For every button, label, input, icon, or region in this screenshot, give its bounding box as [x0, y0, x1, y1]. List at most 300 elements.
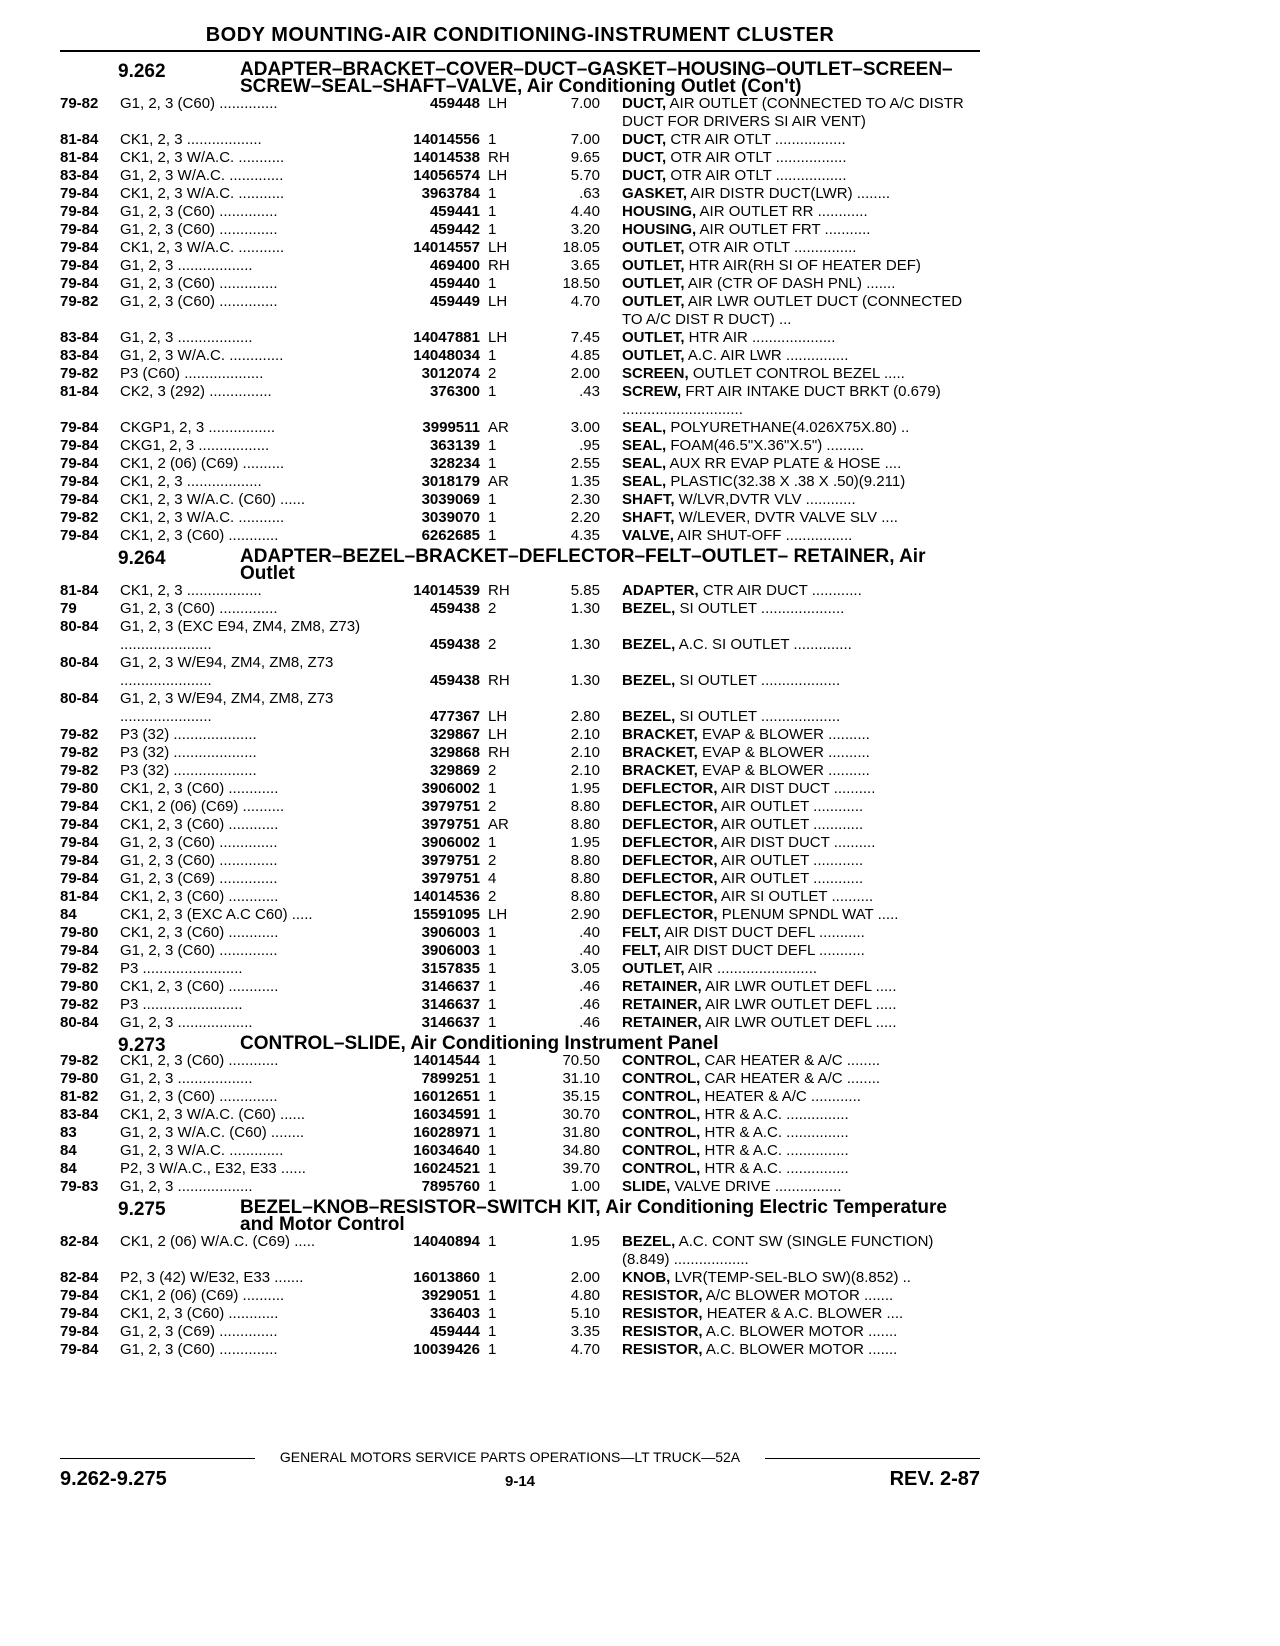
price: 2.00: [570, 1269, 600, 1286]
part-number: 376300: [429, 383, 480, 400]
section-heading: [60, 1033, 980, 1056]
model-years: 83-84: [60, 167, 99, 184]
part-description-text: EVAP & BLOWER ..........: [702, 762, 870, 779]
catalog-content: [60, 58, 980, 1359]
price: 35.15: [562, 1088, 600, 1105]
part-name: BRACKET,: [622, 726, 698, 743]
part-description: [622, 293, 978, 329]
quantity: 1: [488, 347, 497, 364]
model-applicability: CK1, 2 (06) (C69) ..........: [120, 1287, 285, 1304]
part-description-text: AIR DIST DUCT DEFL ...........: [664, 924, 865, 941]
quantity: 1: [488, 275, 497, 292]
part-description: [622, 455, 978, 473]
part-row: [60, 167, 980, 185]
price: 7.45: [570, 329, 600, 346]
part-row: [60, 582, 980, 600]
part-row: [60, 185, 980, 203]
quantity: 1: [488, 1070, 497, 1087]
footer-revision: REV. 2-87: [889, 1468, 980, 1490]
part-name: RESISTOR,: [622, 1341, 703, 1358]
part-name: DUCT,: [622, 149, 667, 166]
model-years: 79-84: [60, 185, 99, 202]
model-years: 79-82: [60, 744, 99, 761]
part-description: [622, 1305, 978, 1323]
footer-page-number: 9-14: [504, 1473, 536, 1490]
price: 1.30: [570, 636, 600, 653]
part-description-text: SI OUTLET ...................: [679, 672, 841, 689]
quantity: AR: [488, 419, 509, 436]
quantity: 1: [488, 509, 497, 526]
part-row: [60, 942, 980, 960]
price: 8.80: [570, 798, 600, 815]
part-description-text: AIR DISTR DUCT(LWR) ........: [690, 185, 891, 202]
model-years: 79-84: [60, 942, 99, 959]
part-description: [622, 1124, 978, 1142]
part-row: [60, 1160, 980, 1178]
model-years: 81-84: [60, 149, 99, 166]
part-name: DUCT,: [622, 131, 667, 148]
part-name: BRACKET,: [622, 762, 698, 779]
part-number: 459438: [429, 672, 480, 689]
part-description-text: AIR OUTLET FRT ...........: [699, 221, 871, 238]
part-row: [60, 1124, 980, 1142]
model-years: 79-82: [60, 293, 99, 310]
part-description-text: AIR OUTLET RR ............: [699, 203, 868, 220]
model-applicability: CK1, 2, 3 W/A.C. (C60) ......: [120, 491, 306, 508]
quantity: 2: [488, 762, 497, 779]
part-description-text: A.C. SI OUTLET ..............: [678, 636, 852, 653]
quantity: LH: [488, 329, 508, 346]
part-name: SLIDE,: [622, 1178, 671, 1195]
part-description: [622, 1233, 978, 1269]
part-description: [622, 1088, 978, 1106]
part-number: 459441: [429, 203, 480, 220]
price: 4.40: [570, 203, 600, 220]
part-description: [622, 221, 978, 239]
part-description: [622, 780, 978, 798]
model-applicability: G1, 2, 3 (C60) ..............: [120, 275, 278, 292]
quantity: 1: [488, 1088, 497, 1105]
part-description: [622, 1142, 978, 1160]
part-name: DEFLECTOR,: [622, 816, 718, 833]
footer-rule-left: [60, 1458, 255, 1459]
part-row: [60, 978, 980, 996]
model-applicability: G1, 2, 3 (C60) ..............: [120, 1341, 278, 1358]
model-applicability: G1, 2, 3 (C60) ..............: [120, 942, 278, 959]
part-number: 3963784: [421, 185, 480, 202]
part-row: [60, 1088, 980, 1106]
model-years: 79-82: [60, 996, 99, 1013]
part-description: [622, 870, 978, 888]
part-number: 16034591: [413, 1106, 480, 1123]
quantity: LH: [488, 95, 508, 112]
model-years: 84: [60, 1160, 77, 1177]
model-applicability: G1, 2, 3 (C60) ..............: [120, 600, 278, 617]
model-applicability: CK1, 2, 3 (C60) ............: [120, 527, 279, 544]
part-number: 459449: [429, 293, 480, 310]
part-row: [60, 383, 980, 419]
quantity: RH: [488, 149, 510, 166]
part-description: [622, 1070, 978, 1088]
model-years: 79-80: [60, 1070, 99, 1087]
part-name: OUTLET,: [622, 329, 685, 346]
price: .46: [579, 978, 600, 995]
part-row: [60, 762, 980, 780]
price: 2.10: [570, 726, 600, 743]
part-description-text: EVAP & BLOWER ..........: [702, 726, 870, 743]
part-description: [622, 329, 978, 347]
part-description: [622, 1178, 978, 1196]
model-applicability: G1, 2, 3 (EXC E94, ZM4, ZM8, Z73) ......................: [120, 618, 361, 653]
price: .63: [579, 185, 600, 202]
model-years: 79-84: [60, 870, 99, 887]
section-title: ADAPTER–BRACKET–COVER–DUCT–GASKET–HOUSING–OUTLET–SCREEN–SCREW–SEAL–SHAFT–VALVE, Air Conditioning Outlet (Con't): [240, 59, 953, 97]
part-description: [622, 942, 978, 960]
quantity: 1: [488, 203, 497, 220]
part-row: [60, 960, 980, 978]
part-description-text: OTR AIR OTLT .................: [670, 149, 847, 166]
part-description-text: HTR & A.C. ...............: [704, 1160, 849, 1177]
part-description-text: EVAP & BLOWER ..........: [702, 744, 870, 761]
model-applicability: P3 ........................: [120, 960, 243, 977]
part-description: [622, 672, 978, 690]
part-description-text: PLENUM SPNDL WAT .....: [721, 906, 899, 923]
part-description: [622, 816, 978, 834]
part-description-text: CTR AIR DUCT ............: [702, 582, 862, 599]
part-description: [622, 924, 978, 942]
price: 2.55: [570, 455, 600, 472]
model-applicability: CK2, 3 (292) ...............: [120, 383, 272, 400]
model-years: 79-80: [60, 924, 99, 941]
model-applicability: P3 (32) ....................: [120, 726, 257, 743]
price: 5.85: [570, 582, 600, 599]
model-years: 81-84: [60, 383, 99, 400]
part-number: 3039069: [421, 491, 480, 508]
model-applicability: G1, 2, 3 ..................: [120, 1178, 253, 1195]
quantity: 1: [488, 1142, 497, 1159]
part-number: 14040894: [413, 1233, 480, 1250]
part-number: 14014536: [413, 888, 480, 905]
part-description: [622, 852, 978, 870]
model-years: 83-84: [60, 1106, 99, 1123]
quantity: 1: [488, 455, 497, 472]
price: 18.50: [562, 275, 600, 292]
model-applicability: G1, 2, 3 (C69) ..............: [120, 1323, 278, 1340]
price: .46: [579, 1014, 600, 1031]
part-description: [622, 726, 978, 744]
quantity: AR: [488, 473, 509, 490]
part-number: 16028971: [413, 1124, 480, 1141]
section-number: 9.275: [118, 1199, 166, 1220]
model-years: 79-82: [60, 509, 99, 526]
part-number: 14014544: [413, 1052, 480, 1069]
part-description: [622, 834, 978, 852]
part-name: BEZEL,: [622, 636, 676, 653]
part-row: [60, 906, 980, 924]
part-row: [60, 131, 980, 149]
quantity: 1: [488, 1106, 497, 1123]
part-number: 14047881: [413, 329, 480, 346]
part-name: OUTLET,: [622, 239, 685, 256]
model-applicability: G1, 2, 3 (C60) ..............: [120, 203, 278, 220]
part-row: [60, 1287, 980, 1305]
model-years: 81-84: [60, 131, 99, 148]
model-years: 81-84: [60, 582, 99, 599]
part-row: [60, 996, 980, 1014]
price: 1.95: [570, 834, 600, 851]
price: .46: [579, 996, 600, 1013]
model-applicability: G1, 2, 3 (C60) ..............: [120, 221, 278, 238]
part-description-text: HTR AIR ....................: [688, 329, 836, 346]
model-applicability: P3 (32) ....................: [120, 762, 257, 779]
price: 2.10: [570, 744, 600, 761]
part-description-text: AIR ........................: [687, 960, 818, 977]
part-name: OUTLET,: [622, 257, 685, 274]
quantity: 2: [488, 852, 497, 869]
part-name: DEFLECTOR,: [622, 888, 718, 905]
part-description-text: AIR OUTLET ............: [720, 870, 864, 887]
part-description: [622, 582, 978, 600]
price: 34.80: [562, 1142, 600, 1159]
part-row: [60, 1142, 980, 1160]
part-description: [622, 1052, 978, 1070]
price: 3.20: [570, 221, 600, 238]
part-description-text: OTR AIR OTLT .................: [670, 167, 847, 184]
quantity: 1: [488, 1052, 497, 1069]
part-description-text: AUX RR EVAP PLATE & HOSE ....: [669, 455, 902, 472]
quantity: AR: [488, 816, 509, 833]
part-description-text: VALVE DRIVE ................: [674, 1178, 842, 1195]
part-name: BEZEL,: [622, 600, 676, 617]
part-number: 16034640: [413, 1142, 480, 1159]
part-description: [622, 275, 978, 293]
part-row: [60, 509, 980, 527]
part-description: [622, 167, 978, 185]
model-applicability: P2, 3 W/A.C., E32, E33 ......: [120, 1160, 306, 1177]
price: .43: [579, 383, 600, 400]
part-row: [60, 870, 980, 888]
part-row: [60, 924, 980, 942]
part-number: 3039070: [421, 509, 480, 526]
model-years: 79-82: [60, 726, 99, 743]
part-row: [60, 455, 980, 473]
price: .40: [579, 942, 600, 959]
part-row: [60, 1341, 980, 1359]
quantity: 1: [488, 960, 497, 977]
part-name: RESISTOR,: [622, 1305, 703, 1322]
quantity: 2: [488, 636, 497, 653]
part-name: HOUSING,: [622, 221, 697, 238]
part-description-text: A.C. BLOWER MOTOR .......: [705, 1323, 898, 1340]
part-description: [622, 798, 978, 816]
model-years: 79-84: [60, 239, 99, 256]
model-years: 79-82: [60, 95, 99, 112]
quantity: 1: [488, 942, 497, 959]
quantity: 1: [488, 185, 497, 202]
model-years: 79-84: [60, 257, 99, 274]
part-name: DUCT,: [622, 167, 667, 184]
part-description: [622, 419, 978, 437]
part-number: 7895760: [421, 1178, 480, 1195]
price: 1.00: [570, 1178, 600, 1195]
model-years: 79-80: [60, 780, 99, 797]
part-row: [60, 221, 980, 239]
price: 2.10: [570, 762, 600, 779]
price: 39.70: [562, 1160, 600, 1177]
part-row: [60, 690, 980, 726]
model-years: 80-84: [60, 1014, 99, 1031]
part-row: [60, 618, 980, 654]
part-description: [622, 527, 978, 545]
part-name: OUTLET,: [622, 293, 685, 310]
section-heading: [60, 548, 980, 582]
model-years: 84: [60, 1142, 77, 1159]
model-applicability: P2, 3 (42) W/E32, E33 .......: [120, 1269, 304, 1286]
part-description: [622, 473, 978, 491]
part-description: [622, 708, 978, 726]
part-description-text: HTR & A.C. ...............: [704, 1106, 849, 1123]
part-description-text: FRT AIR INTAKE DUCT BRKT (0.679) .............................: [622, 383, 941, 418]
model-years: 79-84: [60, 1287, 99, 1304]
price: 4.70: [570, 293, 600, 310]
part-name: OUTLET,: [622, 347, 685, 364]
quantity: 2: [488, 365, 497, 382]
price: 8.80: [570, 888, 600, 905]
part-row: [60, 149, 980, 167]
part-description-text: CTR AIR OTLT .................: [670, 131, 846, 148]
part-name: DEFLECTOR,: [622, 870, 718, 887]
price: 2.00: [570, 365, 600, 382]
model-applicability: CK1, 2, 3 W/A.C. ...........: [120, 239, 285, 256]
part-number: 328234: [429, 455, 480, 472]
part-description-text: PLASTIC(32.38 X .38 X .50)(9.211): [670, 473, 906, 490]
part-number: 329868: [429, 744, 480, 761]
quantity: 1: [488, 383, 497, 400]
part-description-text: AIR OUTLET ............: [720, 852, 864, 869]
part-name: BEZEL,: [622, 672, 676, 689]
part-name: SEAL,: [622, 437, 667, 454]
model-years: 81-82: [60, 1088, 99, 1105]
quantity: RH: [488, 257, 510, 274]
price: 1.95: [570, 780, 600, 797]
part-description: [622, 906, 978, 924]
part-number: 3906003: [421, 942, 480, 959]
model-years: 80-84: [60, 618, 99, 635]
part-description-text: CAR HEATER & A/C ........: [704, 1052, 881, 1069]
model-applicability: CK1, 2, 3 (C60) ............: [120, 816, 279, 833]
part-name: BEZEL,: [622, 708, 676, 725]
part-row: [60, 275, 980, 293]
model-years: 79-84: [60, 491, 99, 508]
part-name: RESISTOR,: [622, 1323, 703, 1340]
part-name: DEFLECTOR,: [622, 852, 718, 869]
part-description: [622, 1014, 978, 1032]
part-name: DEFLECTOR,: [622, 780, 718, 797]
model-applicability: CK1, 2, 3 (C60) ............: [120, 978, 279, 995]
part-description: [622, 1341, 978, 1359]
part-name: SCREEN,: [622, 365, 689, 382]
part-number: 3146637: [421, 996, 480, 1013]
part-description-text: HEATER & A.C. BLOWER ....: [706, 1305, 904, 1322]
part-row: [60, 203, 980, 221]
price: 2.20: [570, 509, 600, 526]
part-description: [622, 239, 978, 257]
quantity: LH: [488, 906, 508, 923]
part-description: [622, 888, 978, 906]
model-applicability: CK1, 2, 3 W/A.C. ...........: [120, 185, 285, 202]
part-number: 14014538: [413, 149, 480, 166]
part-name: DUCT,: [622, 95, 667, 112]
part-number: 3018179: [421, 473, 480, 490]
part-name: CONTROL,: [622, 1052, 701, 1069]
model-years: 81-84: [60, 888, 99, 905]
part-description: [622, 1160, 978, 1178]
model-years: 82-84: [60, 1269, 99, 1286]
catalog-section: [60, 1199, 980, 1359]
part-description-text: HTR & A.C. ...............: [704, 1124, 849, 1141]
part-row: [60, 1014, 980, 1032]
part-number: 3979751: [421, 798, 480, 815]
part-description-text: AIR DIST DUCT ..........: [720, 834, 876, 851]
model-years: 79-84: [60, 473, 99, 490]
part-description-text: A.C. AIR LWR ...............: [687, 347, 849, 364]
quantity: RH: [488, 744, 510, 761]
price: 1.95: [570, 1233, 600, 1250]
quantity: 1: [488, 1269, 497, 1286]
model-years: 79-84: [60, 834, 99, 851]
price: 4.80: [570, 1287, 600, 1304]
model-years: 79-84: [60, 816, 99, 833]
section-number: 9.273: [118, 1035, 166, 1056]
model-years: 79-84: [60, 221, 99, 238]
model-applicability: G1, 2, 3 ..................: [120, 1070, 253, 1087]
part-row: [60, 329, 980, 347]
quantity: 1: [488, 1014, 497, 1031]
part-number: 14048034: [413, 347, 480, 364]
part-row: [60, 1106, 980, 1124]
part-description: [622, 131, 978, 149]
model-years: 83: [60, 1124, 77, 1141]
part-number: 7899251: [421, 1070, 480, 1087]
part-row: [60, 1305, 980, 1323]
footer-section-range: 9.262-9.275: [60, 1468, 167, 1490]
quantity: LH: [488, 708, 508, 725]
part-description-text: OTR AIR OTLT ...............: [688, 239, 857, 256]
section-heading: [60, 1199, 980, 1233]
part-name: DEFLECTOR,: [622, 906, 718, 923]
part-description-text: A.C. BLOWER MOTOR .......: [705, 1341, 898, 1358]
part-description: [622, 185, 978, 203]
model-applicability: G1, 2, 3 (C60) ..............: [120, 852, 278, 869]
part-name: SEAL,: [622, 455, 667, 472]
price: 4.70: [570, 1341, 600, 1358]
quantity: 2: [488, 798, 497, 815]
part-name: VALVE,: [622, 527, 674, 544]
part-number: 459448: [429, 95, 480, 112]
part-description-text: HTR AIR(RH SI OF HEATER DEF): [688, 257, 921, 274]
model-applicability: P3 ........................: [120, 996, 243, 1013]
model-applicability: G1, 2, 3 W/E94, ZM4, ZM8, Z73 ......................: [120, 654, 334, 689]
quantity: 1: [488, 978, 497, 995]
part-row: [60, 437, 980, 455]
quantity: LH: [488, 167, 508, 184]
part-name: CONTROL,: [622, 1088, 701, 1105]
part-description: [622, 996, 978, 1014]
part-description: [622, 203, 978, 221]
part-row: [60, 1070, 980, 1088]
part-row: [60, 1269, 980, 1287]
part-description-text: AIR SHUT-OFF ................: [677, 527, 853, 544]
